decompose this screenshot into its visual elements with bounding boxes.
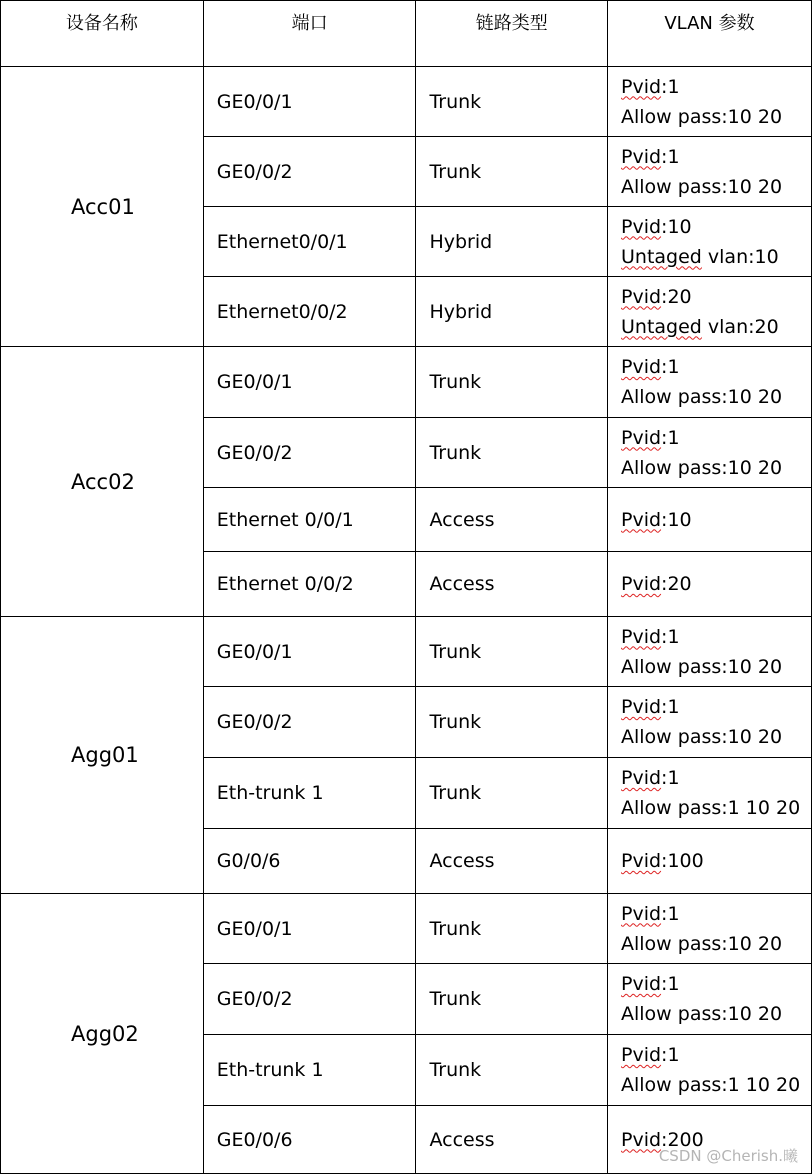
- pvid-value: :1: [661, 973, 680, 995]
- untagged-value: vlan:20: [701, 315, 779, 338]
- vlan-line-pvid: [621, 212, 811, 242]
- vlan-line-untagged: [621, 312, 811, 342]
- vlan-line-allow: Allow pass:10 20: [621, 726, 783, 748]
- port-cell: Ethernet0/0/1: [203, 207, 416, 277]
- header-device: 设备名称: [1, 1, 204, 67]
- vlan-params-cell: [608, 829, 812, 894]
- vlan-line-pvid: [621, 622, 811, 652]
- pvid-key: Pvid: [621, 767, 662, 789]
- link-type-cell: Trunk: [416, 1035, 608, 1106]
- vlan-params-cell: [608, 277, 812, 347]
- port-cell: GE0/0/2: [203, 137, 416, 207]
- vlan-line-allow: Allow pass:1 10 20: [621, 1074, 801, 1096]
- vlan-params-cell: [608, 137, 812, 207]
- port-cell: Eth-trunk 1: [203, 758, 416, 829]
- pvid-key: Pvid: [621, 285, 662, 308]
- port-cell: GE0/0/1: [203, 347, 416, 418]
- device-name: Agg01: [1, 617, 204, 894]
- untagged-value: vlan:10: [701, 245, 779, 268]
- vlan-params-cell: [608, 687, 812, 758]
- link-type-cell: Access: [416, 552, 608, 617]
- pvid-value: :1: [661, 356, 680, 378]
- link-type-cell: Hybrid: [416, 207, 608, 277]
- link-type-cell: Trunk: [416, 617, 608, 687]
- vlan-line-pvid: [621, 969, 811, 999]
- port-cell: GE0/0/2: [203, 687, 416, 758]
- vlan-line-untagged: [621, 242, 811, 272]
- port-cell: GE0/0/1: [203, 894, 416, 964]
- device-name: Agg02: [1, 894, 204, 1174]
- pvid-value: :1: [661, 902, 680, 925]
- pvid-key: Pvid: [621, 426, 662, 449]
- link-type-cell: Trunk: [416, 67, 608, 137]
- table-row: [1, 894, 812, 964]
- link-type-cell: Access: [416, 829, 608, 894]
- vlan-line-allow: Allow pass:10 20: [621, 386, 783, 408]
- device-name: Acc01: [1, 67, 204, 347]
- port-cell: GE0/0/2: [203, 418, 416, 488]
- table-row: [1, 617, 812, 687]
- link-type-cell: Trunk: [416, 137, 608, 207]
- vlan-line-pvid: [621, 846, 811, 876]
- vlan-line-allow: Allow pass:10 20: [621, 105, 783, 128]
- vlan-params-cell: [608, 347, 812, 418]
- pvid-value: :10: [661, 215, 692, 238]
- table-body: [1, 67, 812, 1174]
- vlan-params-cell: [608, 552, 812, 617]
- link-type-cell: Access: [416, 1106, 608, 1174]
- vlan-line-pvid: [621, 72, 811, 102]
- pvid-key: Pvid: [621, 850, 662, 872]
- link-type-cell: Trunk: [416, 418, 608, 488]
- link-type-cell: Trunk: [416, 687, 608, 758]
- device-name: Acc02: [1, 347, 204, 617]
- vlan-line-allow: Allow pass:10 20: [621, 456, 783, 479]
- link-type-cell: Trunk: [416, 964, 608, 1035]
- vlan-params-cell: [608, 1035, 812, 1106]
- pvid-key: Pvid: [621, 696, 662, 718]
- vlan-line-allow: Allow pass:10 20: [621, 1003, 783, 1025]
- pvid-value: :100: [661, 850, 704, 872]
- pvid-value: :1: [661, 696, 680, 718]
- vlan-line-allow: Allow pass:10 20: [621, 932, 783, 955]
- vlan-line-pvid: [621, 282, 811, 312]
- pvid-key: Pvid: [621, 215, 662, 238]
- link-type-cell: Access: [416, 488, 608, 552]
- vlan-params-cell: [608, 894, 812, 964]
- header-port: 端口: [203, 1, 416, 67]
- pvid-value: :20: [661, 573, 692, 595]
- pvid-value: :1: [661, 625, 680, 648]
- port-cell: G0/0/6: [203, 829, 416, 894]
- vlan-line-pvid: [621, 899, 811, 929]
- pvid-key: Pvid: [621, 573, 662, 595]
- port-cell: GE0/0/6: [203, 1106, 416, 1174]
- port-cell: GE0/0/1: [203, 67, 416, 137]
- port-cell: GE0/0/2: [203, 964, 416, 1035]
- vlan-line-pvid: [621, 1040, 811, 1070]
- pvid-key: Pvid: [621, 508, 662, 531]
- port-cell: Ethernet 0/0/1: [203, 488, 416, 552]
- table-row: [1, 347, 812, 418]
- vlan-line-allow: Allow pass:10 20: [621, 655, 783, 678]
- pvid-value: :1: [661, 767, 680, 789]
- pvid-key: Pvid: [621, 356, 662, 378]
- header-link-type: 链路类型: [416, 1, 608, 67]
- vlan-params-cell: [608, 617, 812, 687]
- pvid-value: :1: [661, 426, 680, 449]
- vlan-params-cell: [608, 418, 812, 488]
- port-cell: Ethernet 0/0/2: [203, 552, 416, 617]
- vlan-params-cell: [608, 488, 812, 552]
- pvid-value: :1: [661, 75, 680, 98]
- vlan-params-cell: [608, 67, 812, 137]
- vlan-line-allow: Allow pass:1 10 20: [621, 797, 801, 819]
- pvid-key: Pvid: [621, 1044, 662, 1066]
- pvid-value: :200: [661, 1128, 704, 1151]
- untagged-key: Untaged: [621, 315, 702, 338]
- vlan-line-pvid: [621, 423, 811, 453]
- port-cell: Ethernet0/0/2: [203, 277, 416, 347]
- watermark: CSDN @Cherish.曦: [658, 1147, 798, 1165]
- header-vlan: VLAN 参数: [608, 1, 812, 67]
- vlan-params-cell: [608, 758, 812, 829]
- pvid-key: Pvid: [621, 75, 662, 98]
- pvid-key: Pvid: [621, 1128, 662, 1151]
- pvid-value: :10: [661, 508, 692, 531]
- vlan-line-pvid: [621, 505, 811, 535]
- link-type-cell: Trunk: [416, 894, 608, 964]
- vlan-line-pvid: [621, 763, 811, 793]
- header-row: [1, 1, 812, 67]
- pvid-value: :1: [661, 145, 680, 168]
- pvid-key: Pvid: [621, 145, 662, 168]
- vlan-line-pvid: [621, 142, 811, 172]
- vlan-line-pvid: [621, 352, 811, 382]
- vlan-line-pvid: [621, 692, 811, 722]
- pvid-key: Pvid: [621, 902, 662, 925]
- port-cell: GE0/0/1: [203, 617, 416, 687]
- vlan-params-cell: [608, 964, 812, 1035]
- vlan-params-cell: [608, 207, 812, 277]
- pvid-key: Pvid: [621, 625, 662, 648]
- link-type-cell: Trunk: [416, 758, 608, 829]
- link-type-cell: Hybrid: [416, 277, 608, 347]
- table-row: [1, 67, 812, 137]
- link-type-cell: Trunk: [416, 347, 608, 418]
- untagged-key: Untaged: [621, 245, 702, 268]
- vlan-line-pvid: [621, 569, 811, 599]
- pvid-value: :20: [661, 285, 692, 308]
- pvid-key: Pvid: [621, 973, 662, 995]
- pvid-value: :1: [661, 1044, 680, 1066]
- vlan-line-allow: Allow pass:10 20: [621, 175, 783, 198]
- port-cell: Eth-trunk 1: [203, 1035, 416, 1106]
